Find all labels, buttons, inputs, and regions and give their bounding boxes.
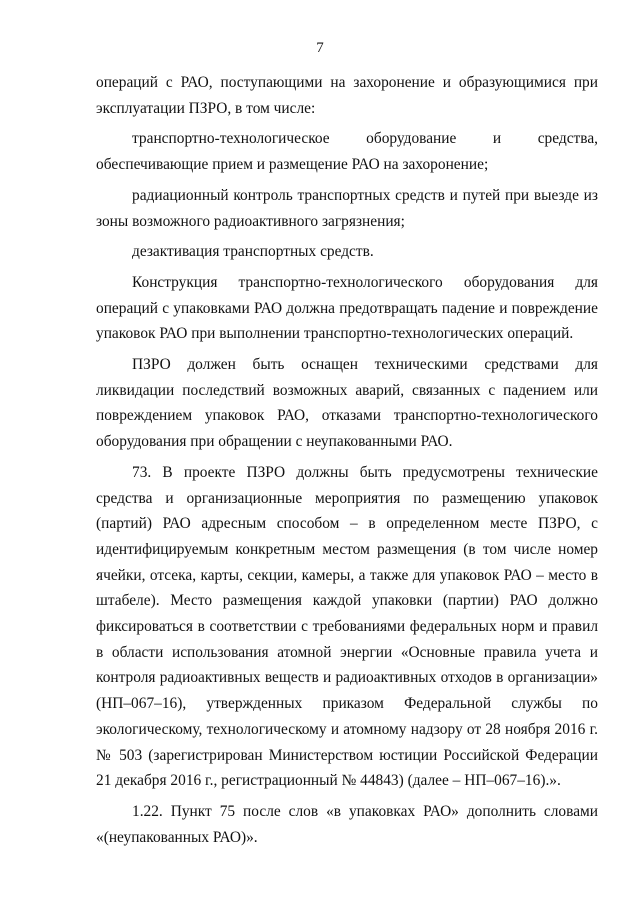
paragraph-continuation: операций с РАО, поступающими на захоронение и образующимися при эксплуатации ПЗРО, в том числе: — [96, 74, 598, 117]
document-body — [96, 70, 598, 855]
paragraph-item-73: 73. В проекте ПЗРО должны быть предусмотрены технические средства и организационные мероприятия по размещению упаковок (партий) РАО адресным способом – в определенном месте ПЗРО, с идентифицируемым конкретным местом размещения (в том числе номер ячейки, отсека, карты, секции, камеры, а также для упаковок РАО – место в штабеле). Место размещения каждой упаковки (партии) РАО должно фиксироваться в соответствии с требованиями федеральных норм и правил в области использования атомной энергии «Основные правила учета и контроля радиоактивных веществ и радиоактивных отходов в организации» (НП–067–16), утвержденных приказом Федеральной службы по экологическому, технологическому и атомному надзору от 28 ноября 2016 г. № 503 (зарегистрирован Министерством юстиции Российской Федерации 21 декабря 2016 г., регистрационный № 44843) (далее – НП–067–16).». — [96, 463, 598, 790]
paragraph-item-1-22: 1.22. Пункт 75 после слов «в упаковках РАО» дополнить словами «(неупакованных РАО)». — [96, 802, 598, 846]
paragraph-list-item-radiation-control: радиационный контроль транспортных средств и путей при выезде из зоны возможного радиоактивного загрязнения; — [96, 186, 598, 230]
paragraph-list-item-decontamination: дезактивация транспортных средств. — [132, 243, 374, 261]
paragraph-list-item-equipment: транспортно-технологическое оборудование и средства, обеспечивающие прием и размещение РАО на захоронение; — [96, 130, 598, 174]
page-number: 7 — [316, 40, 324, 56]
paragraph-accident-means: ПЗРО должен быть оснащен техническими средствами для ликвидации последствий возможных аварий, связанных с падением или повреждением упаковок РАО, отказами транспортно-технологического оборудования при обращении с неупакованными РАО. — [96, 356, 598, 451]
paragraph-equipment-design: Конструкция транспортно-технологического оборудования для операций с упаковками РАО должна предотвращать падение и повреждение упаковок РАО при выполнении транспортно-технологических операций. — [96, 273, 598, 343]
